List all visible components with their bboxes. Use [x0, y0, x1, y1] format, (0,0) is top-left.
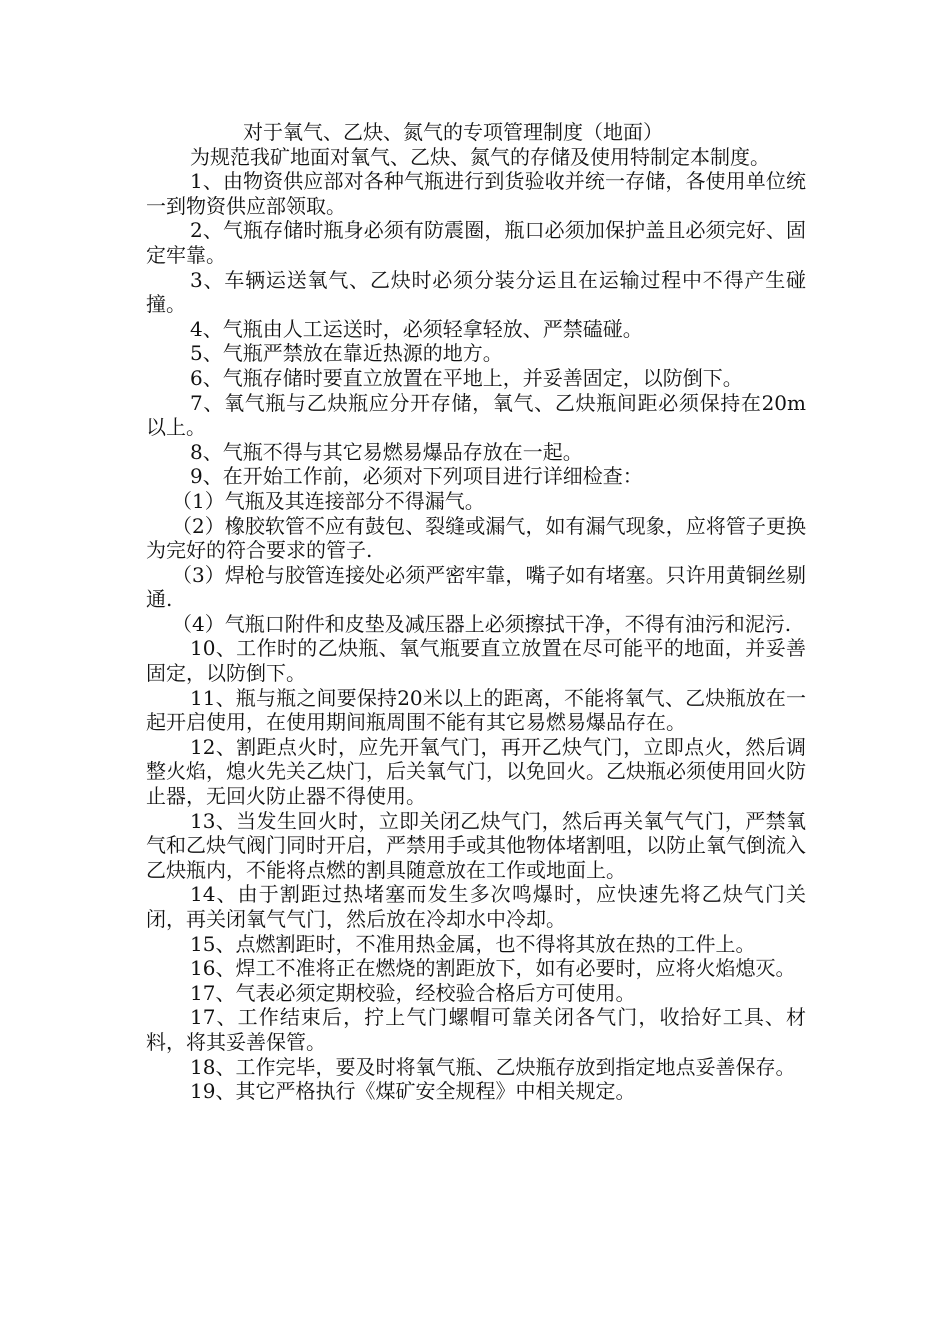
check-item-3: （3）焊枪与胶管连接处必须严密牢靠，嘴子如有堵塞。只许用黄铜丝剔通. [146, 562, 806, 612]
rule-item-4: 4、气瓶由人工运送时，必须轻拿轻放、严禁磕碰。 [190, 316, 643, 341]
rule-item-10: 10、工作时的乙炔瓶、氧气瓶要直立放置在尽可能平的地面，并妥善固定，以防倒下。 [146, 636, 806, 686]
document-title: 对于氧气、乙炔、氮气的专项管理制度（地面） [243, 120, 663, 144]
rule-item-7: 7、氧气瓶与乙炔瓶应分开存储，氧气、乙炔瓶间距必须保持在20m以上。 [146, 390, 806, 440]
rule-item-12: 12、割距点火时，应先开氧气门，再开乙炔气门，立即点火，然后调整火焰，熄火先关乙炔门，后关氧气门，以免回火。乙炔瓶必须使用回火防止器，无回火防止器不得使用。 [146, 734, 806, 809]
rule-item-11: 11、瓶与瓶之间要保持20米以上的距离，不能将氧气、乙炔瓶放在一起开启使用，在使用期间瓶周围不能有其它易燃易爆品存在。 [146, 685, 806, 735]
rule-item-19: 19、其它严格执行《煤矿安全规程》中相关规定。 [190, 1079, 636, 1104]
check-item-2: （2）橡胶软管不应有鼓包、裂缝或漏气，如有漏气现象，应将管子更换为完好的符合要求的管子. [146, 513, 806, 563]
check-item-1: （1）气瓶及其连接部分不得漏气。 [172, 488, 485, 513]
rule-item-3: 3、车辆运送氧气、乙炔时必须分装分运且在运输过程中不得产生碰撞。 [146, 267, 806, 317]
rule-item-15: 15、点燃割距时，不准用热金属，也不得将其放在热的工件上。 [190, 931, 756, 956]
rule-item-6: 6、气瓶存储时要直立放置在平地上，并妥善固定，以防倒下。 [190, 365, 743, 390]
check-item-4: （4）气瓶口附件和皮垫及减压器上必须擦拭干净，不得有油污和泥污. [172, 611, 792, 636]
rule-item-17b: 17、工作结束后，拧上气门螺帽可靠关闭各气门，收拾好工具、材料，将其妥善保管。 [146, 1005, 806, 1054]
rule-item-16: 16、焊工不准将正在燃烧的割距放下，如有必要时，应将火焰熄灭。 [190, 956, 796, 981]
rule-item-2: 2、气瓶存储时瓶身必须有防震圈，瓶口必须加保护盖且必须完好、固定牢靠。 [146, 218, 806, 267]
rule-item-1: 1、由物资供应部对各种气瓶进行到货验收并统一存储，各使用单位统一到物资供应部领取。 [146, 169, 806, 218]
document-body [146, 120, 806, 1104]
rule-item-18: 18、工作完毕，要及时将氧气瓶、乙炔瓶存放到指定地点妥善保存。 [190, 1054, 796, 1079]
intro-paragraph: 为规范我矿地面对氧气、乙炔、氮气的存储及使用特制定本制度。 [190, 144, 770, 169]
rule-item-13: 13、当发生回火时，立即关闭乙炔气门，然后再关氧气气门，严禁氧气和乙炔气阀门同时开启，严禁用手或其他物体堵割咀，以防止氧气倒流入乙炔瓶内，不能将点燃的割具随意放在工作或地面上。 [146, 808, 806, 882]
rule-item-14: 14、由于割距过热堵塞而发生多次鸣爆时，应快速先将乙炔气门关闭，再关闭氧气气门，然后放在冷却水中冷却。 [146, 882, 806, 931]
rule-item-9: 9、在开始工作前，必须对下列项目进行详细检查： [190, 464, 643, 489]
rule-item-5: 5、气瓶严禁放在靠近热源的地方。 [190, 341, 503, 366]
rule-item-8: 8、气瓶不得与其它易燃易爆品存放在一起。 [190, 439, 583, 464]
rule-item-17a: 17、气表必须定期校验，经校验合格后方可使用。 [190, 980, 636, 1005]
